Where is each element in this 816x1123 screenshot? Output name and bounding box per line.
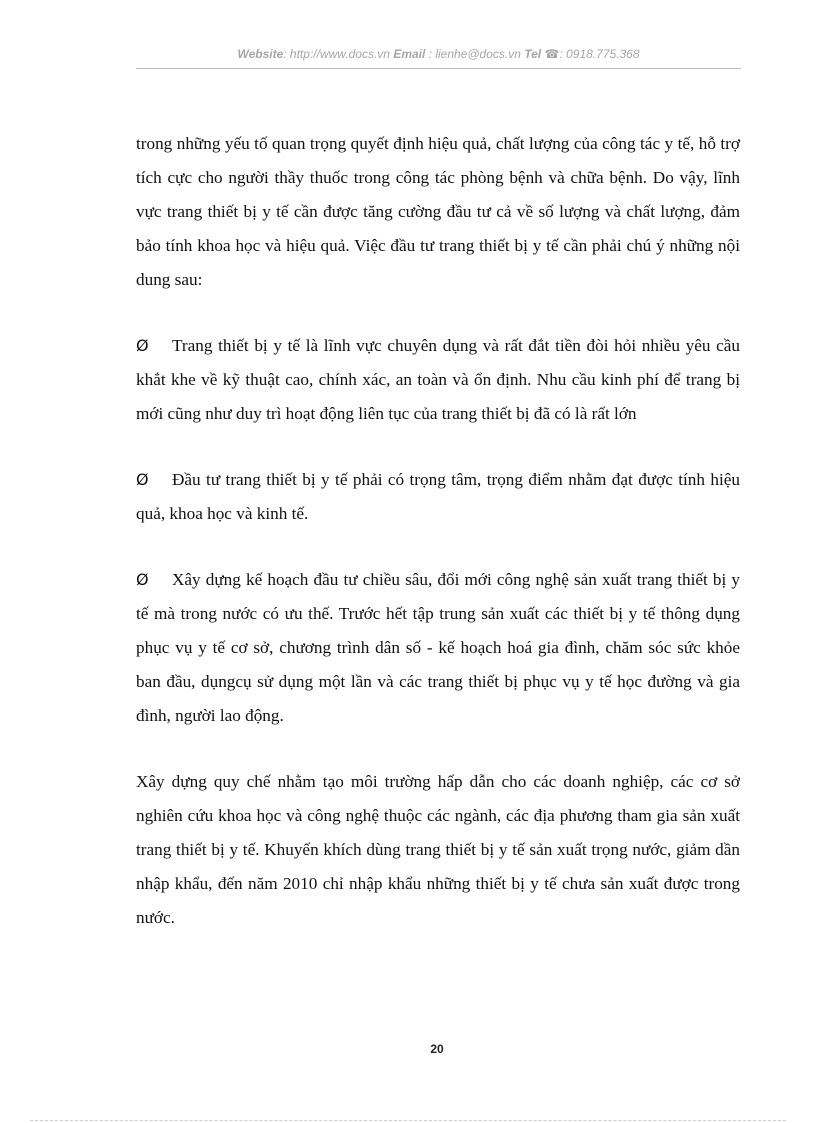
arrow-bullet-icon: Ø xyxy=(136,470,149,489)
tel-value: ☎: 0918.775.368 xyxy=(544,47,640,61)
document-body xyxy=(136,127,740,967)
paragraph-text: Trang thiết bị y tế là lĩnh vực chuyên dụng và rất đắt tiền đòi hỏi nhiều yêu cầu khắt khe về kỹ thuật cao, chính xác, an toàn và ổn định. Nhu cầu kinh phí để trang bị mới cũng như duy trì hoạt động liên tục của trang thiết bị đã có là rất lớn xyxy=(136,336,740,423)
page-header xyxy=(136,47,741,61)
bullet-paragraph-2 xyxy=(136,463,740,531)
website-label: Website xyxy=(237,47,284,61)
paragraph-text: Xây dựng quy chế nhằm tạo môi trường hấp dẫn cho các doanh nghiệp, các cơ sở nghiên cứu khoa học và công nghệ thuộc các ngành, các địa phương tham gia sản xuất trang thiết bị y tế. Khuyến khích dùng trang thiết bị y tế sản xuất trọng nước, giảm dần nhập khẩu, đến năm 2010 chỉ nhập khẩu những thiết bị y tế chưa sản xuất được trong nước. xyxy=(136,772,740,927)
email-label: Email xyxy=(393,47,426,61)
footer-divider xyxy=(30,1120,786,1121)
bullet-paragraph-1 xyxy=(136,329,740,431)
header-divider xyxy=(136,68,741,69)
tel-label: Tel xyxy=(524,47,542,61)
arrow-bullet-icon: Ø xyxy=(136,336,149,355)
page-number: 20 xyxy=(430,1042,444,1056)
paragraph-text: Đầu tư trang thiết bị y tế phải có trọng tâm, trọng điểm nhằm đạt được tính hiệu quả, khoa học và kinh tế. xyxy=(136,470,740,523)
email-value: : lienhe@docs.vn xyxy=(428,47,521,61)
arrow-bullet-icon: Ø xyxy=(136,570,149,589)
paragraph-1 xyxy=(136,127,740,297)
bullet-paragraph-3 xyxy=(136,563,740,733)
website-value: : http://www.docs.vn xyxy=(283,47,390,61)
paragraph-text: Xây dựng kế hoạch đầu tư chiều sâu, đổi mới công nghệ sản xuất trang thiết bị y tế mà trong nước có ưu thế. Trước hết tập trung sản xuất các thiết bị y tế thông dụng phục vụ y tế cơ sở, chương trình dân số - kế hoạch hoá gia đình, chăm sóc sức khỏe ban đầu, dụngcụ sử dụng một lần và các trang thiết bị phục vụ y tế học đường và gia đình, người lao động. xyxy=(136,570,740,725)
paragraph-text: trong những yếu tố quan trọng quyết định hiệu quả, chất lượng của công tác y tế, hỗ trợ tích cực cho người thầy thuốc trong công tác phòng bệnh và chữa bệnh. Do vậy, lĩnh vực trang thiết bị y tế cần được tăng cường đầu tư cả về số lượng và chất lượng, đảm bảo tính khoa học và hiệu quả. Việc đầu tư trang thiết bị y tế cần phải chú ý những nội dung sau: xyxy=(136,134,740,289)
paragraph-5 xyxy=(136,765,740,935)
